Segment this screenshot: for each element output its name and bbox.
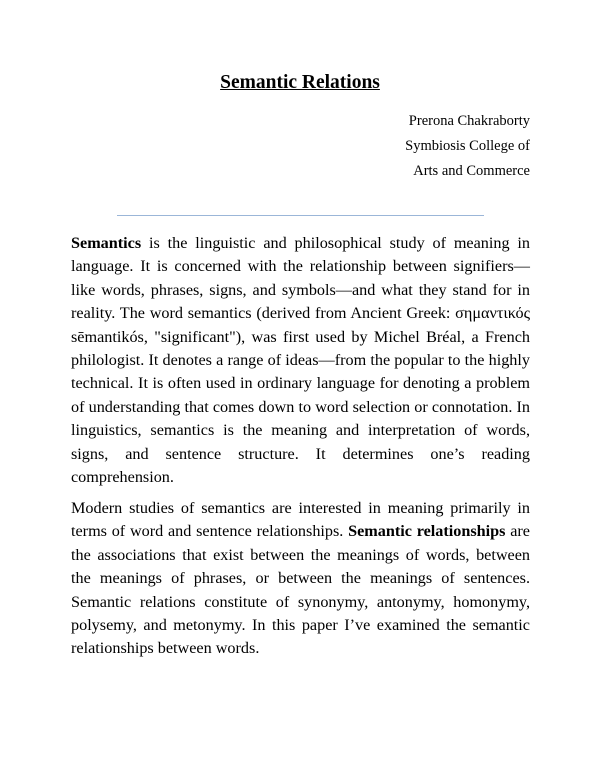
term-semantics: Semantics — [71, 234, 142, 252]
paragraph-semantic-relationships — [71, 497, 530, 661]
author-affiliation-line-2: Arts and Commerce — [413, 163, 530, 179]
author-block — [405, 109, 530, 184]
document-title: Semantic Relations — [220, 72, 380, 93]
paragraph-2-text-after: are the associations that exist between the meanings of words, between the meanings of phrases, or between the meanings of sentences. Semantic relations constitute of synonymy, antonymy, homonymy, polysemy, and metonymy. In this paper I’ve examined the semantic relationships between words. — [71, 522, 530, 658]
term-semantic-relationships: Semantic relationships — [348, 522, 506, 541]
paragraph-2-text-before: Modern studies of semantics are interested in meaning primarily in terms of word and sentence relationships. — [71, 499, 530, 541]
author-name: Prerona Chakraborty — [408, 113, 530, 129]
author-affiliation-line-1: Symbiosis College of — [405, 138, 530, 154]
section-divider — [117, 215, 484, 216]
paragraph-1-text: is the linguistic and philosophical study of meaning in language. It is concerned with the relationship between signifiers—like words, phrases, signs, and symbols—and what they stand for in reality. The word semantics (derived from Ancient Greek: σημαντικός sēmantikós, "significant"), was first used by Michel Bréal, a French philologist. It denotes a range of ideas—from the popular to the highly technical. It is often used in ordinary language for denoting a problem of understanding that comes down to word selection or connotation. In linguistics, semantics is the meaning and interpretation of words, signs, and sentence structure. It determines one’s reading comprehension. — [71, 234, 530, 487]
paragraph-semantics — [71, 232, 530, 489]
